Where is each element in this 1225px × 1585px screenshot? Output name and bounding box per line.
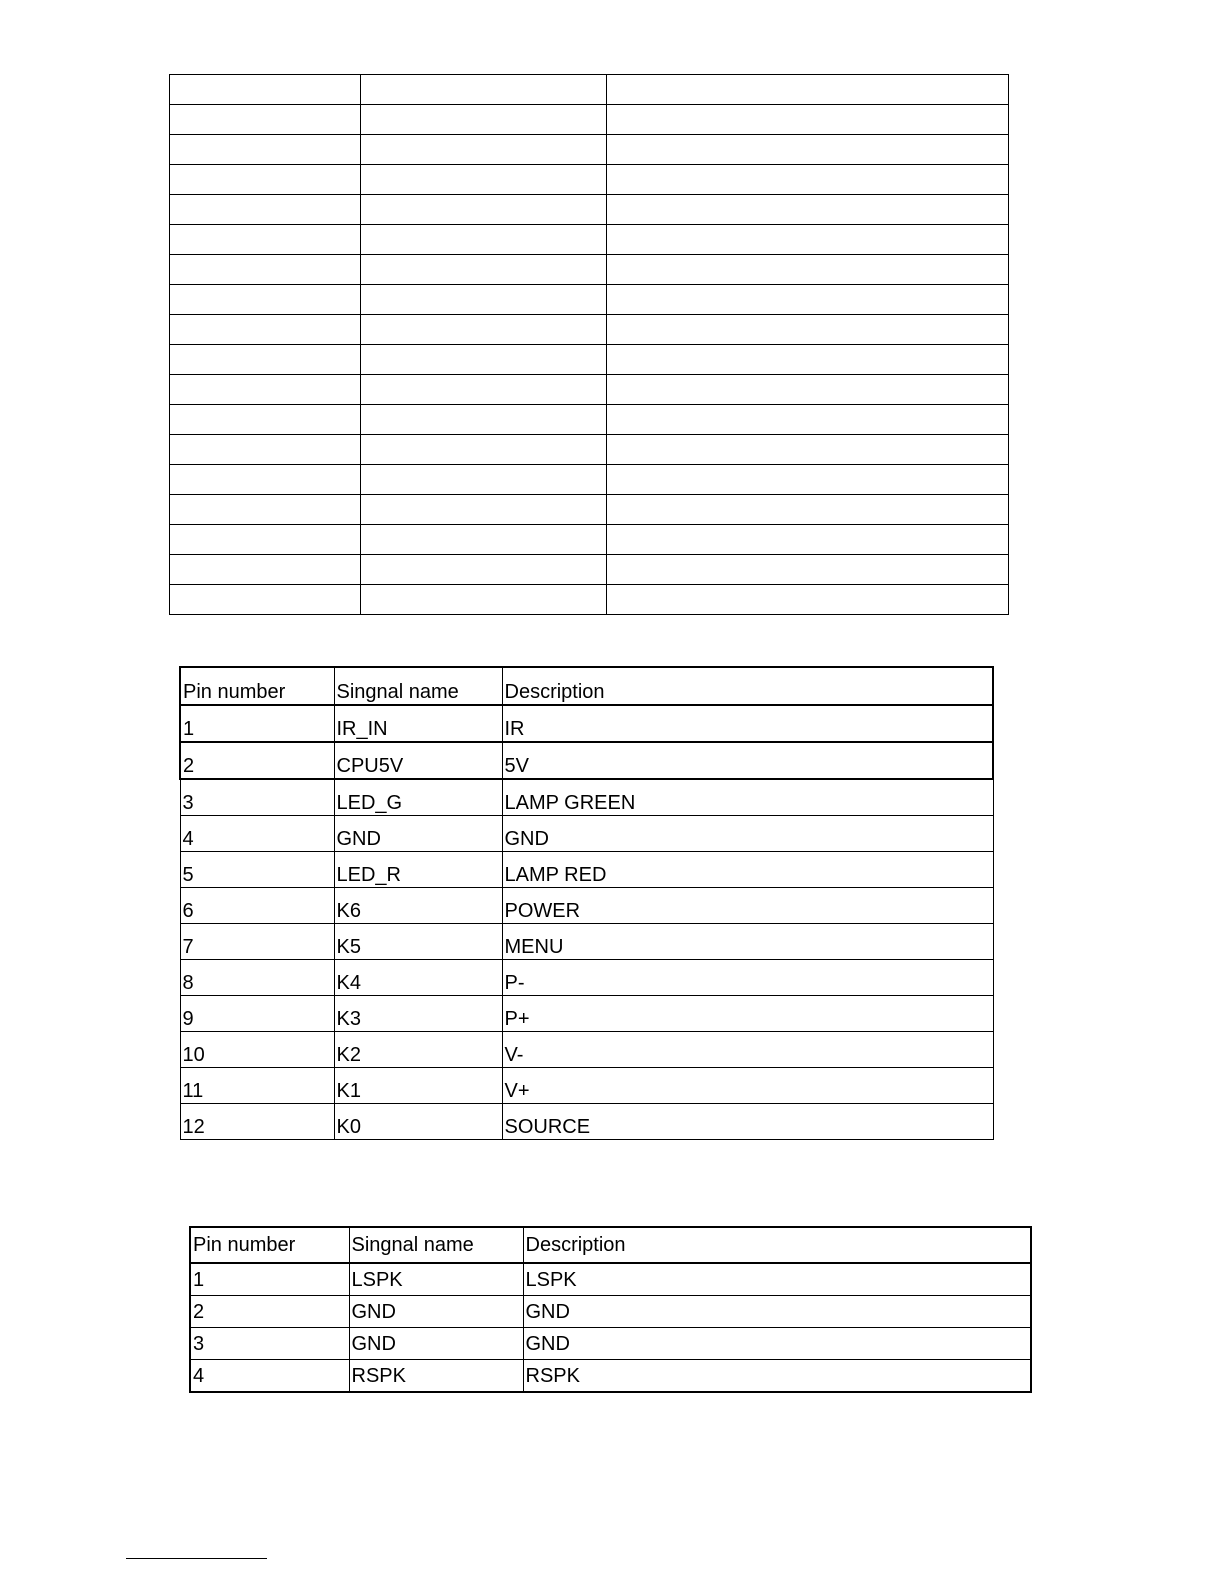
table-cell [170,285,361,315]
description-cell: LAMP RED [502,852,993,888]
description-cell: SOURCE [502,1104,993,1140]
table-cell [361,75,607,105]
table-row [170,405,1009,435]
table-cell [170,345,361,375]
table-row [170,315,1009,345]
table-row [170,225,1009,255]
table-cell [170,555,361,585]
table-row [170,435,1009,465]
description-cell: GND [523,1328,1031,1360]
pin-number-cell: 5 [180,852,334,888]
table-row [170,75,1009,105]
table-row [190,1328,1031,1360]
table-row [180,816,993,852]
table-cell [607,315,1009,345]
table-row [170,495,1009,525]
table-cell [607,225,1009,255]
pin-number-cell: 12 [180,1104,334,1140]
table-cell [361,105,607,135]
table-cell [607,375,1009,405]
table-cell [361,315,607,345]
table-cell [607,75,1009,105]
table-cell [170,405,361,435]
signal-name-cell: GND [349,1328,523,1360]
table-cell [607,435,1009,465]
table-header-row [190,1227,1031,1263]
table-row [170,585,1009,615]
table-row [170,255,1009,285]
table-cell [361,405,607,435]
signal-name-cell: LSPK [349,1263,523,1296]
description-cell: LAMP GREEN [502,779,993,816]
table-cell [361,375,607,405]
signal-name-cell: K1 [334,1068,502,1104]
header-pin-number: Pin number [180,667,334,705]
table-cell [170,165,361,195]
table-row [170,165,1009,195]
description-cell: RSPK [523,1360,1031,1393]
pin-number-cell: 2 [190,1296,349,1328]
table-cell [607,405,1009,435]
pin-number-cell: 10 [180,1032,334,1068]
signal-name-cell: RSPK [349,1360,523,1393]
table-cell [170,585,361,615]
table-cell [607,585,1009,615]
table-cell [607,255,1009,285]
header-signal-name: Singnal name [334,667,502,705]
table-cell [361,585,607,615]
table-cell [607,165,1009,195]
pin-number-cell: 3 [180,779,334,816]
table-row [180,779,993,816]
table-row [170,375,1009,405]
pin-number-cell: 2 [180,742,334,779]
pin-number-cell: 9 [180,996,334,1032]
table-cell [607,495,1009,525]
table-row [170,465,1009,495]
table-row [180,1104,993,1140]
table-cell [361,525,607,555]
empty-table-body [170,75,1009,615]
table-row [180,1068,993,1104]
table-row [190,1263,1031,1296]
signal-name-cell: IR_IN [334,705,502,742]
table-row [180,996,993,1032]
table-cell [361,495,607,525]
pin-number-cell: 4 [180,816,334,852]
table-cell [361,165,607,195]
description-cell: V- [502,1032,993,1068]
empty-pinout-table [169,74,1009,615]
pin-number-cell: 7 [180,924,334,960]
signal-name-cell: K3 [334,996,502,1032]
signal-name-cell: K2 [334,1032,502,1068]
table-cell [170,495,361,525]
table-cell [607,345,1009,375]
front-panel-pinout-table [179,666,994,1140]
table-cell [361,225,607,255]
pin-number-cell: 4 [190,1360,349,1393]
table-cell [607,195,1009,225]
table-cell [361,435,607,465]
table-cell [170,315,361,345]
table-cell [607,555,1009,585]
table-cell [170,375,361,405]
table-cell [607,465,1009,495]
table-cell [170,105,361,135]
table-cell [361,195,607,225]
table-cell [607,285,1009,315]
table-row [170,555,1009,585]
table-cell [170,435,361,465]
signal-name-cell: K4 [334,960,502,996]
table-cell [361,285,607,315]
description-cell: MENU [502,924,993,960]
pin-number-cell: 1 [190,1263,349,1296]
footnote-separator [126,1558,267,1559]
header-pin-number: Pin number [190,1227,349,1263]
description-cell: 5V [502,742,993,779]
signal-name-cell: LED_R [334,852,502,888]
signal-name-cell: K0 [334,1104,502,1140]
table-cell [170,465,361,495]
table-row [180,742,993,779]
description-cell: POWER [502,888,993,924]
pin-number-cell: 3 [190,1328,349,1360]
table-header-row [180,667,993,705]
table-cell [170,135,361,165]
table-row [190,1360,1031,1393]
table-cell [361,345,607,375]
table-row [180,924,993,960]
pin-number-cell: 6 [180,888,334,924]
description-cell: V+ [502,1068,993,1104]
description-cell: GND [502,816,993,852]
table-cell [607,135,1009,165]
signal-name-cell: LED_G [334,779,502,816]
description-cell: IR [502,705,993,742]
speaker-pinout-table [189,1226,1032,1393]
table-cell [361,465,607,495]
pin-number-cell: 1 [180,705,334,742]
description-cell: P- [502,960,993,996]
signal-name-cell: GND [349,1296,523,1328]
header-description: Description [502,667,993,705]
signal-name-cell: K6 [334,888,502,924]
table-row [170,195,1009,225]
table-cell [361,555,607,585]
header-description: Description [523,1227,1031,1263]
table-row [170,135,1009,165]
table-row [180,960,993,996]
table-cell [170,525,361,555]
signal-name-cell: GND [334,816,502,852]
table-row [180,888,993,924]
table-row [170,525,1009,555]
table-row [170,345,1009,375]
table-cell [361,135,607,165]
description-cell: P+ [502,996,993,1032]
pin-number-cell: 11 [180,1068,334,1104]
description-cell: LSPK [523,1263,1031,1296]
table-row [180,852,993,888]
signal-name-cell: K5 [334,924,502,960]
header-signal-name: Singnal name [349,1227,523,1263]
table-cell [170,195,361,225]
table-cell [170,255,361,285]
table-row [180,705,993,742]
table-cell [170,225,361,255]
table-row [170,105,1009,135]
table-cell [361,255,607,285]
description-cell: GND [523,1296,1031,1328]
pin-number-cell: 8 [180,960,334,996]
signal-name-cell: CPU5V [334,742,502,779]
table-row [190,1296,1031,1328]
table-cell [170,75,361,105]
table-cell [607,525,1009,555]
table-row [180,1032,993,1068]
table-cell [607,105,1009,135]
table-row [170,285,1009,315]
